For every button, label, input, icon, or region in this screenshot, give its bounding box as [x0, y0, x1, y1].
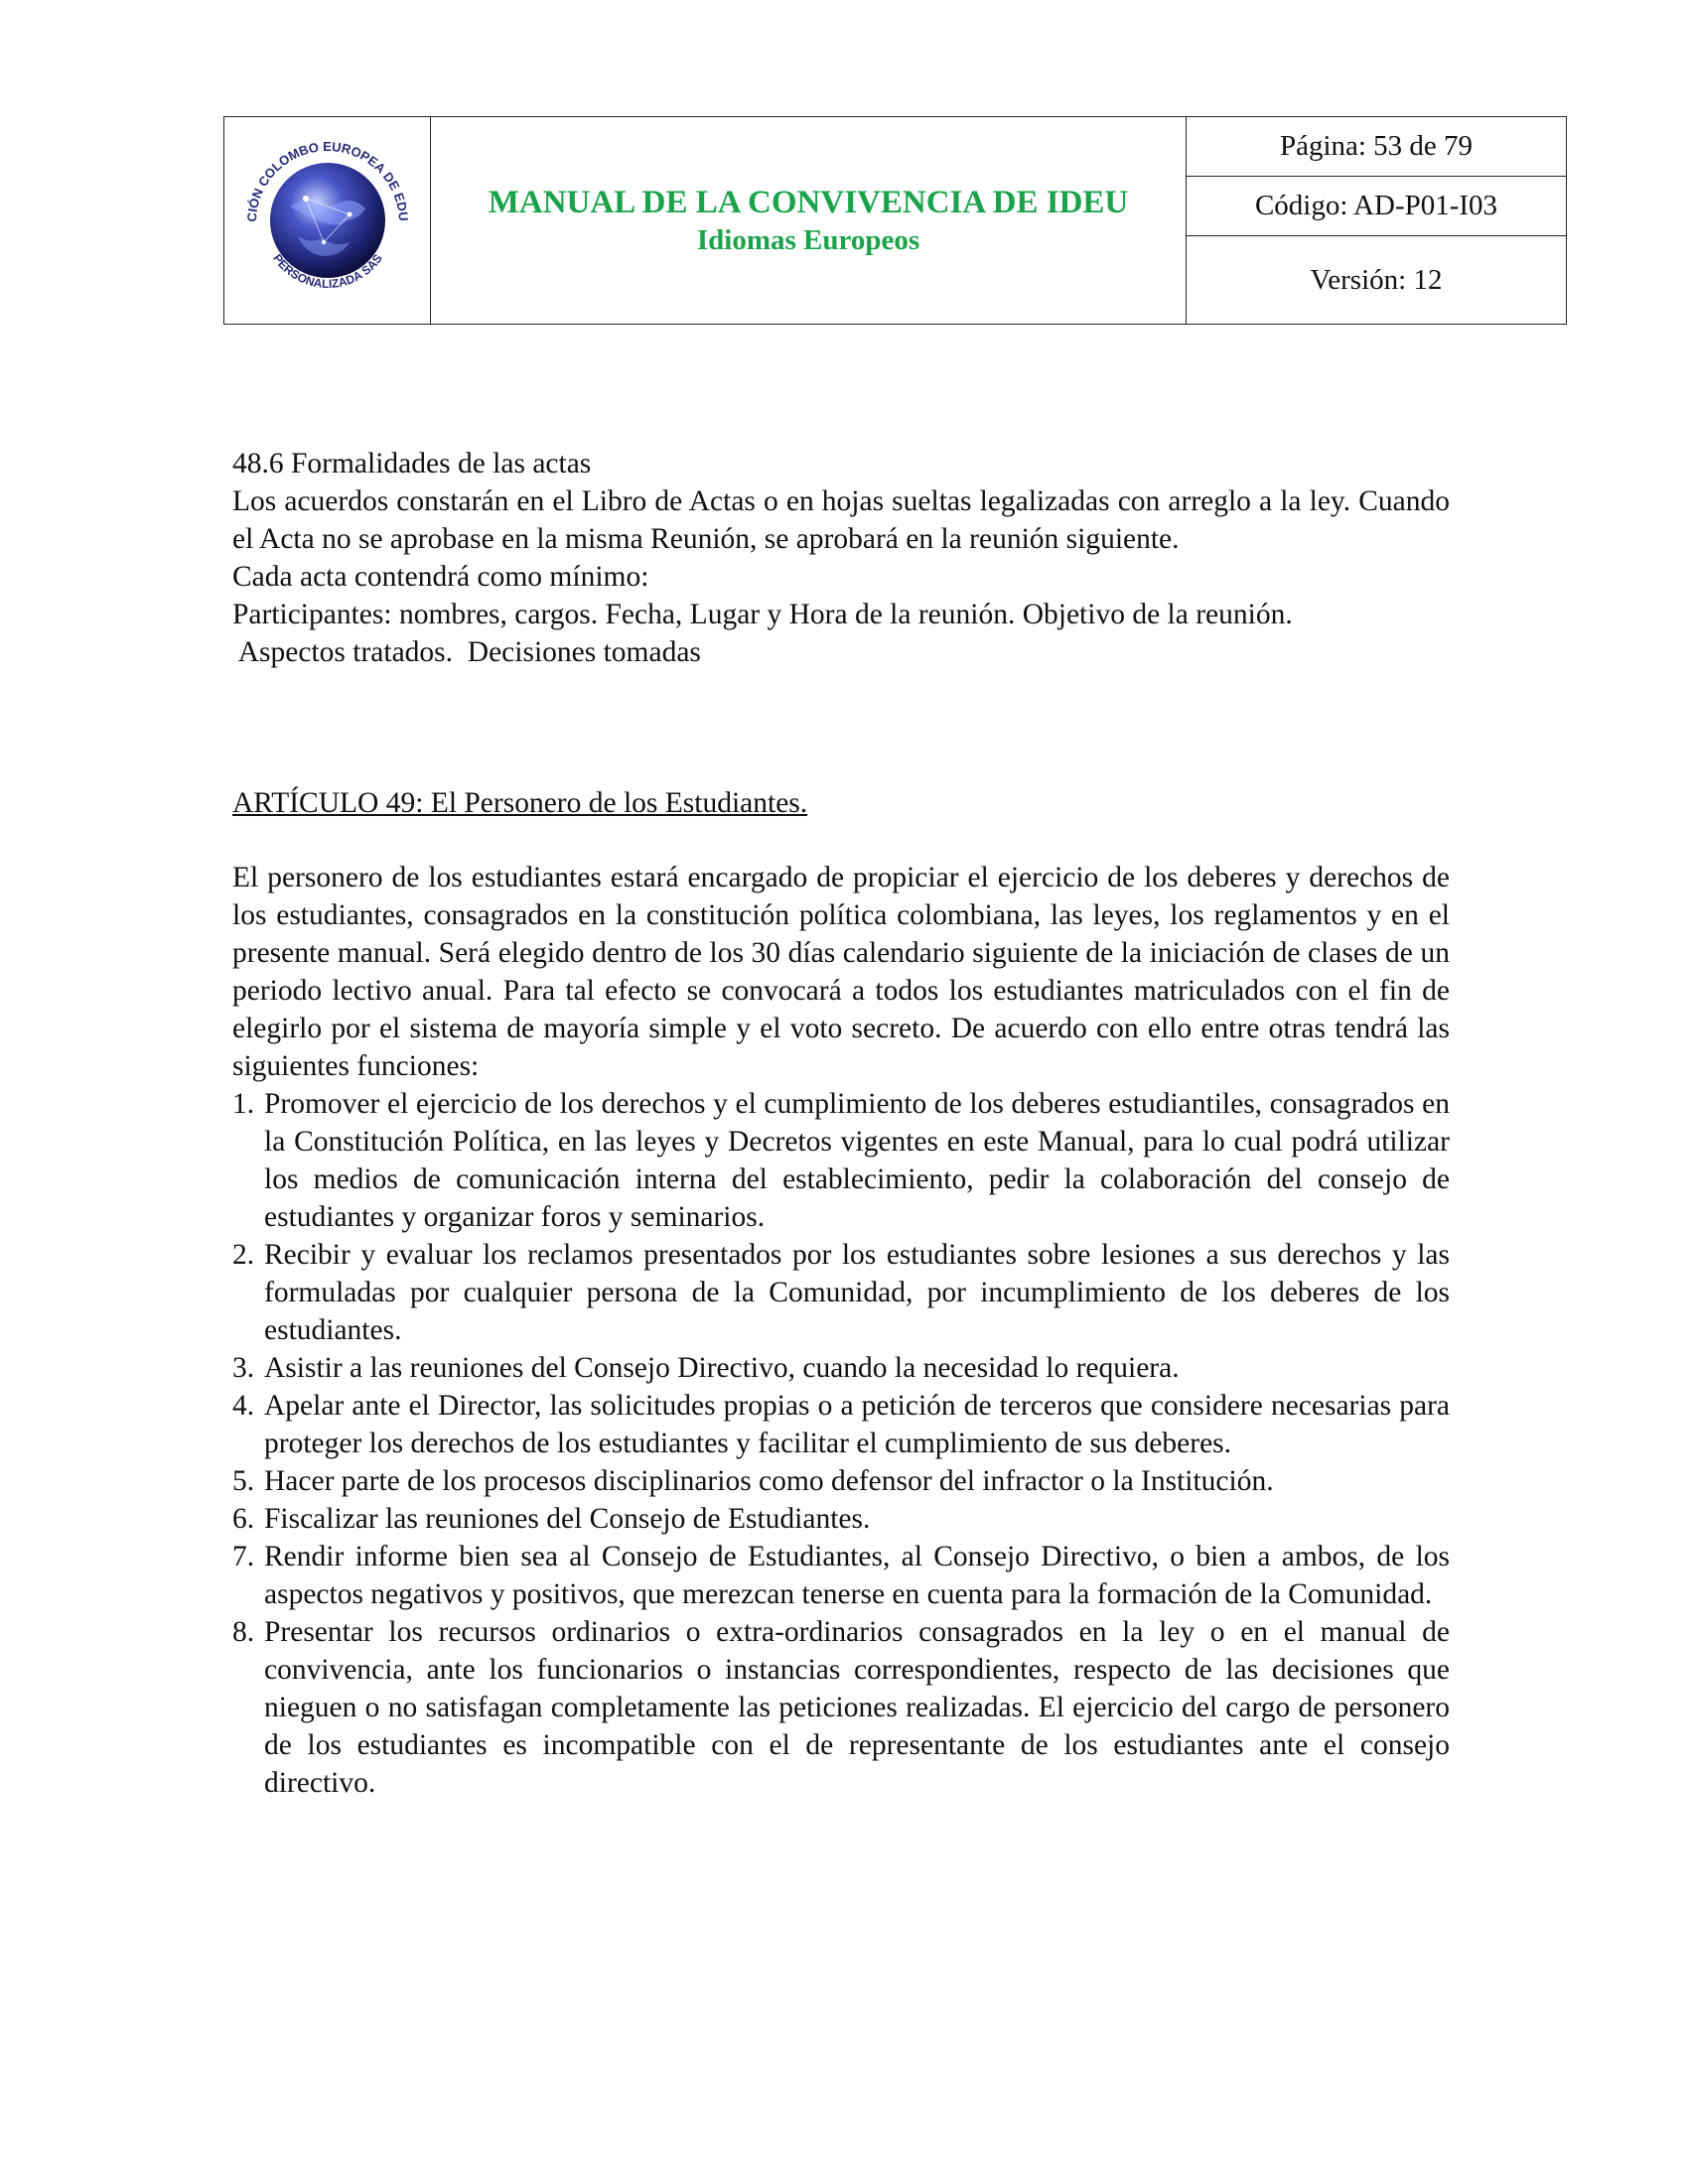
- document-title: MANUAL DE LA CONVIVENCIA DE IDEU: [488, 185, 1129, 220]
- list-text: Promover el ejercicio de los derechos y el cumplimiento de los deberes estudiantiles, consagrados en la Constitución Política, en las leyes y Decretos vigentes en este Manual, para lo cual podrá utilizar los medios de comunicación interna del establecimiento, pedir la colaboración del consejo de estudiantes y organizar foros y seminarios.: [264, 1088, 1450, 1233]
- list-item: [232, 1349, 1450, 1387]
- list-text: Recibir y evaluar los reclamos presentados por los estudiantes sobre lesiones a sus derechos y las formuladas por cualquier persona de la Comunidad, por incumplimiento de los deberes de los estudiantes.: [264, 1239, 1450, 1346]
- list-number: 3.: [232, 1352, 255, 1384]
- list-item: [232, 1387, 1450, 1462]
- article-title: ARTÍCULO 49: El Personero de los Estudiantes.: [232, 787, 808, 819]
- list-text: Fiscalizar las reuniones del Consejo de Estudiantes.: [264, 1503, 871, 1535]
- document-code: Código: AD-P01-I03: [1187, 177, 1567, 236]
- page-number: Página: 53 de 79: [1187, 117, 1567, 177]
- section-paragraph: Cada acta contendrá como mínimo:: [232, 561, 649, 593]
- document-body: [232, 445, 1450, 1802]
- section-heading: 48.6 Formalidades de las actas: [232, 448, 592, 479]
- section-paragraph: Participantes: nombres, cargos. Fecha, Lugar y Hora de la reunión. Objetivo de la reunión.: [232, 599, 1293, 630]
- list-number: 5.: [232, 1465, 255, 1497]
- document-version: Versión: 12: [1187, 236, 1567, 325]
- functions-list: [232, 1085, 1450, 1802]
- list-number: 2.: [232, 1239, 255, 1271]
- list-item: [232, 1236, 1450, 1349]
- document-header: [223, 116, 1567, 325]
- section-paragraph: Aspectos tratados. Decisiones tomadas: [232, 636, 701, 668]
- list-item: [232, 1613, 1450, 1802]
- list-text: Presentar los recursos ordinarios o extra-ordinarios consagrados en la ley o en el manual de convivencia, ante los funcionarios o instancias correspondientes, respecto de las decisiones que nieguen o no satisfagan completamente las peticiones realizadas. El ejercicio del cargo de personero de los estudiantes es incompatible con el de representante de los estudiantes ante el consejo directivo.: [264, 1616, 1450, 1799]
- list-number: 6.: [232, 1503, 255, 1535]
- list-number: 7.: [232, 1541, 255, 1572]
- list-number: 1.: [232, 1088, 255, 1120]
- list-text: Rendir informe bien sea al Consejo de Estudiantes, al Consejo Directivo, o bien a ambos, de los aspectos negativos y positivos, que merezcan tenerse en cuenta para la formación de la Comunidad.: [264, 1541, 1450, 1610]
- header-title-cell: [431, 117, 1187, 325]
- document-subtitle: Idiomas Europeos: [696, 224, 920, 256]
- list-text: Apelar ante el Director, las solicitudes propias o a petición de terceros que considere necesarias para proteger los derechos de los estudiantes y facilitar el cumplimiento de sus deberes.: [264, 1390, 1450, 1459]
- section-paragraph: Los acuerdos constarán en el Libro de Actas o en hojas sueltas legalizadas con arreglo a la ley. Cuando el Acta no se aprobase en la misma Reunión, se aprobará en la reunión siguiente.: [232, 485, 1450, 555]
- list-number: 4.: [232, 1390, 255, 1422]
- list-item: [232, 1085, 1450, 1236]
- list-item: [232, 1538, 1450, 1613]
- list-text: Hacer parte de los procesos disciplinarios como defensor del infractor o la Institución.: [264, 1465, 1274, 1497]
- svg-text:INSTITUCIÓN COLOMBO EUROPEA DE: CIÓN COLOMBO EUROPEA DE EDU: [243, 138, 411, 222]
- institution-logo: [228, 119, 427, 318]
- logo-cell: [224, 117, 431, 325]
- list-item: [232, 1462, 1450, 1500]
- svg-text:PERSONALIZADA SAS: PERSONALIZADA SAS: [269, 250, 385, 291]
- list-item: [232, 1500, 1450, 1538]
- article-intro: El personero de los estudiantes estará encargado de propiciar el ejercicio de los deberes y derechos de los estudiantes, consagrados en la constitución política colombiana, las leyes, los reglamentos y en el presente manual. Será elegido dentro de los 30 días calendario siguiente de la iniciación de clases de un periodo lectivo anual. Para tal efecto se convocará a todos los estudiantes matriculados con el fin de elegirlo por el sistema de mayoría simple y el voto secreto. De acuerdo con ello entre otras tendrá las siguientes funciones:: [232, 862, 1450, 1082]
- list-text: Asistir a las reuniones del Consejo Directivo, cuando la necesidad lo requiera.: [264, 1352, 1180, 1384]
- list-number: 8.: [232, 1616, 255, 1648]
